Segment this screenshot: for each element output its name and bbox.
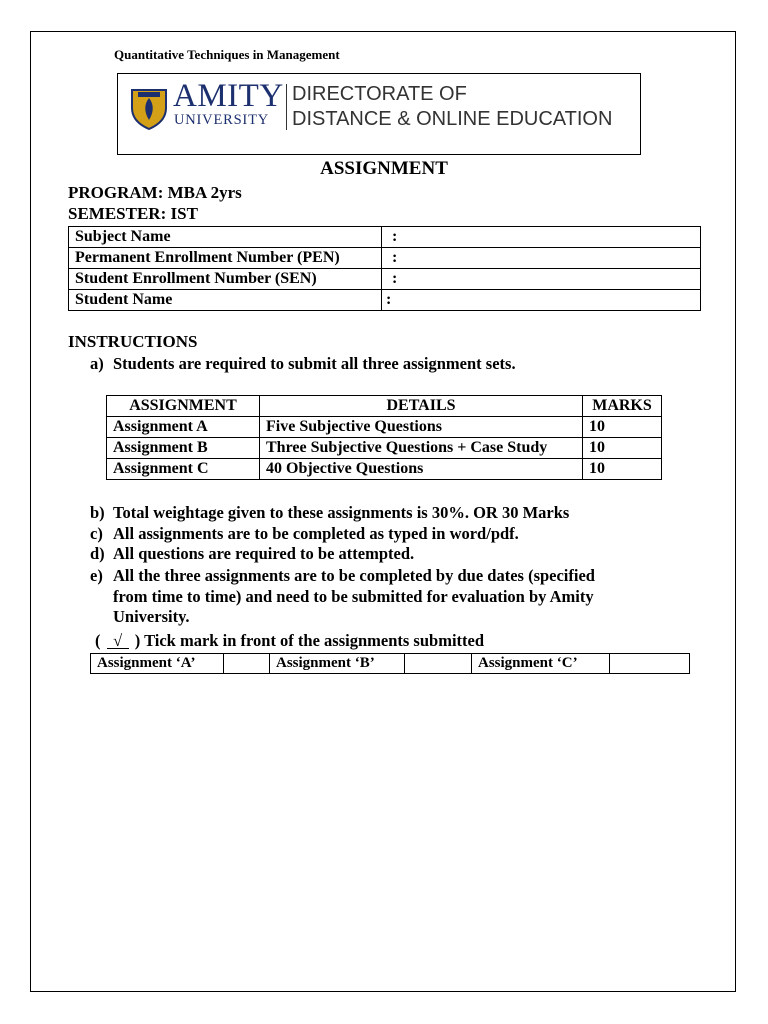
table-cell: 40 Objective Questions (260, 459, 583, 480)
list-marker: b) (90, 503, 105, 522)
list-marker: e) (90, 566, 103, 585)
info-field-subject-name[interactable]: : (382, 227, 701, 248)
info-label: Subject Name (69, 227, 382, 248)
column-header: DETAILS (260, 396, 583, 417)
semester-line: SEMESTER: IST (68, 204, 198, 223)
course-title: Quantitative Techniques in Management (114, 47, 340, 62)
table-row (107, 459, 662, 480)
table-cell: 10 (583, 417, 662, 438)
program-line: PROGRAM: MBA 2yrs (68, 183, 242, 202)
column-header: MARKS (583, 396, 662, 417)
info-field-pen[interactable]: : (382, 248, 701, 269)
list-marker: c) (90, 524, 103, 543)
open-paren: ( (95, 631, 101, 650)
tick-box-c[interactable] (610, 654, 690, 674)
student-info-table (68, 226, 701, 311)
instructions-heading: INSTRUCTIONS (68, 332, 198, 351)
list-text: Total weightage given to these assignments is 30%. OR 30 Marks (113, 503, 570, 522)
table-row (107, 438, 662, 459)
table-cell: 10 (583, 459, 662, 480)
tick-label-b: Assignment ‘B’ (270, 654, 405, 674)
list-marker: a) (90, 354, 104, 373)
tick-label-a: Assignment ‘A’ (91, 654, 224, 674)
table-cell: Assignment C (107, 459, 260, 480)
logo-directorate-line2: DISTANCE & ONLINE EDUCATION (292, 108, 613, 130)
list-text: All questions are required to be attempted. (113, 544, 415, 563)
submission-tick-table (90, 653, 690, 674)
tick-label-c: Assignment ‘C’ (472, 654, 610, 674)
table-row (69, 290, 701, 311)
info-label: Student Name (69, 290, 382, 311)
list-text: Students are required to submit all three assignment sets. (113, 354, 516, 373)
table-cell: Assignment A (107, 417, 260, 438)
tick-instruction-text: ) Tick mark in front of the assignments submitted (134, 631, 485, 650)
table-cell: Five Subjective Questions (260, 417, 583, 438)
table-row (107, 417, 662, 438)
tick-box-b[interactable] (405, 654, 472, 674)
tick-box-a[interactable] (224, 654, 270, 674)
table-row (69, 227, 701, 248)
info-label: Student Enrollment Number (SEN) (69, 269, 382, 290)
logo-sub-brand: UNIVERSITY (174, 112, 269, 128)
shield-icon (130, 86, 168, 130)
logo-directorate-line1: DIRECTORATE OF (292, 83, 467, 105)
list-text: from time to time) and need to be submitted for evaluation by Amity (113, 587, 594, 606)
list-text: All the three assignments are to be completed by due dates (specified (113, 566, 595, 585)
table-row (69, 269, 701, 290)
info-label: Permanent Enrollment Number (PEN) (69, 248, 382, 269)
table-row (69, 248, 701, 269)
list-marker: d) (90, 544, 105, 563)
tick-instruction (95, 631, 615, 651)
list-text: All assignments are to be completed as typed in word/pdf. (113, 524, 519, 543)
list-text: University. (113, 607, 190, 626)
column-header: ASSIGNMENT (107, 396, 260, 417)
tick-mark-icon: √ (107, 633, 129, 649)
university-logo (117, 73, 641, 155)
logo-brand: AMITY (173, 78, 284, 114)
logo-divider (286, 84, 287, 130)
page-title: ASSIGNMENT (320, 158, 448, 179)
table-cell: Three Subjective Questions + Case Study (260, 438, 583, 459)
info-field-student-name[interactable]: : (382, 290, 701, 311)
table-cell: 10 (583, 438, 662, 459)
table-row (91, 654, 690, 674)
assignment-table (106, 395, 662, 480)
table-header-row (107, 396, 662, 417)
table-cell: Assignment B (107, 438, 260, 459)
info-field-sen[interactable]: : (382, 269, 701, 290)
